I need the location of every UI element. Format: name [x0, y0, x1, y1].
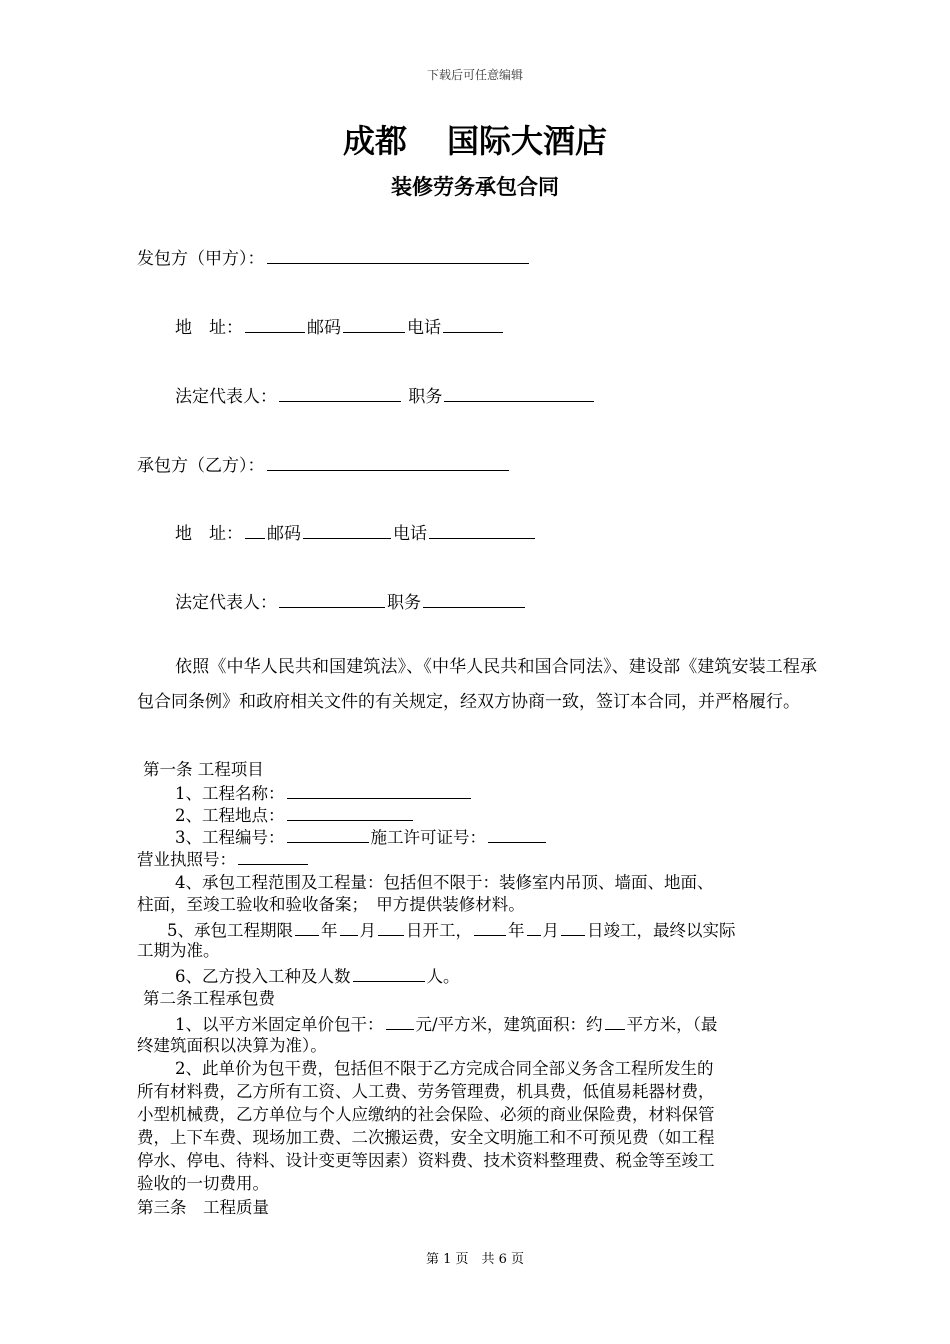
party-a-position-blank[interactable]: [444, 384, 594, 402]
area-blank[interactable]: [605, 1012, 625, 1030]
art1-item6-label: 6、乙方投入工种及人数: [175, 967, 351, 986]
article-2-heading: 第二条工程承包费: [143, 989, 275, 1008]
title-hotel: 国际大酒店: [447, 122, 608, 160]
party-b-postcode-blank[interactable]: [303, 521, 391, 539]
start-year-label: 年: [321, 921, 338, 940]
end-month-blank[interactable]: [527, 918, 541, 936]
party-a-postcode-label: 邮码: [307, 318, 341, 338]
party-b-blank[interactable]: [267, 453, 509, 471]
art1-item5-line1: [167, 918, 736, 942]
end-month-label: 月: [542, 921, 559, 940]
party-b-address-blank[interactable]: [245, 521, 265, 539]
art2-item2-line6: 验收的一切费用。: [137, 1174, 269, 1193]
party-a-address-line: [175, 313, 505, 338]
intro-paragraph: [137, 650, 817, 720]
license-line: [137, 847, 310, 871]
art1-item3-label: 3、工程编号：: [175, 828, 285, 847]
article-3-heading: 第三条 工程质量: [137, 1198, 269, 1217]
project-location-blank[interactable]: [287, 803, 413, 821]
document-subtitle: 装修劳务承包合同: [391, 175, 559, 199]
unit-price-label: 1、以平方米固定单价包干：: [175, 1015, 384, 1034]
party-a-position-label: 职务: [408, 387, 443, 407]
project-number-blank[interactable]: [287, 825, 369, 843]
term-label: 5、承包工程期限: [167, 921, 293, 940]
article-1-heading: 第一条 工程项目: [143, 760, 264, 779]
party-a-phone-label: 电话: [407, 318, 441, 338]
party-b-postcode-label: 邮码: [267, 524, 301, 544]
party-a-label: 发包方（甲方）：: [137, 249, 265, 269]
art2-item2-line2: 所有材料费，乙方所有工资、人工费、劳务管理费，机具费，低值易耗器材费，: [137, 1082, 715, 1101]
start-month-blank[interactable]: [340, 918, 358, 936]
permit-label: 施工许可证号：: [370, 828, 486, 847]
party-b-rep-line: [175, 588, 527, 613]
title-city: 成都: [342, 122, 407, 160]
end-day-label: 日竣工，最终以实际: [587, 921, 736, 940]
art1-item2-label: 2、工程地点：: [175, 806, 285, 825]
party-a-rep-line: [175, 382, 596, 407]
party-a-rep-blank[interactable]: [279, 384, 401, 402]
art1-item2: [175, 803, 415, 827]
start-day-blank[interactable]: [378, 918, 404, 936]
party-a-address-blank[interactable]: [245, 315, 305, 333]
end-year-label: 年: [508, 921, 525, 940]
page-footer: 第 1 页 共 6 页: [425, 1252, 525, 1267]
party-a-phone-blank[interactable]: [443, 315, 503, 333]
start-day-label: 日开工，: [406, 921, 472, 940]
license-blank[interactable]: [238, 847, 308, 865]
party-b-address-line: [175, 519, 537, 544]
party-a-postcode-blank[interactable]: [343, 315, 405, 333]
art1-item6-unit: 人。: [426, 967, 460, 986]
party-b-position-label: 职务: [387, 593, 421, 613]
party-a-blank[interactable]: [267, 246, 529, 264]
party-a-line: [137, 244, 531, 269]
project-name-blank[interactable]: [287, 781, 471, 799]
art1-item5-line2: 工期为准。: [137, 941, 220, 960]
party-b-phone-label: 电话: [393, 524, 427, 544]
art1-item1: [175, 781, 473, 805]
art2-item2-line1: 2、此单价为包干费，包括但不限于乙方完成合同全部义务含工程所发生的: [175, 1059, 714, 1078]
art2-item2-line3: 小型机械费，乙方单位与个人应缴纳的社会保险、必须的商业保险费，材料保管: [137, 1105, 715, 1124]
party-a-rep-label: 法定代表人：: [175, 387, 277, 407]
start-month-label: 月: [359, 921, 376, 940]
art2-item1-line1: [175, 1012, 717, 1036]
art1-item3: [175, 825, 548, 849]
party-b-line: [137, 451, 511, 476]
party-b-phone-blank[interactable]: [429, 521, 535, 539]
start-year-blank[interactable]: [295, 918, 319, 936]
art2-item2-line5: 停水、停电、待料、设计变更等因素）资料费、技术资料整理费、税金等至竣工: [137, 1151, 715, 1170]
party-b-address-label: 地 址：: [175, 524, 243, 544]
party-b-position-blank[interactable]: [423, 590, 525, 608]
unit-price-blank[interactable]: [386, 1012, 414, 1030]
license-label: 营业执照号：: [137, 850, 236, 869]
workers-blank[interactable]: [353, 964, 425, 982]
art2-item1-line2: 终建筑面积以决算为准）。: [137, 1036, 327, 1055]
end-day-blank[interactable]: [561, 918, 585, 936]
art1-item6: [175, 964, 460, 988]
end-year-blank[interactable]: [474, 918, 506, 936]
area-unit: 平方米，（最: [626, 1015, 718, 1034]
party-b-label: 承包方（乙方）：: [137, 456, 265, 476]
art1-item4-line1: 4、承包工程范围及工程量：包括但不限于：装修室内吊顶、墙面、地面、: [175, 873, 714, 892]
art2-item2-line4: 费，上下车费、现场加工费、二次搬运费，安全文明施工和不可预见费（如工程: [137, 1128, 715, 1147]
permit-blank[interactable]: [488, 825, 546, 843]
header-note: 下载后可任意编辑: [426, 68, 523, 82]
party-a-address-label: 地 址：: [175, 318, 243, 338]
art1-item1-label: 1、工程名称：: [175, 784, 285, 803]
art1-item4-line2: 柱面，至竣工验收和验收备案； 甲方提供装修材料。: [137, 895, 525, 914]
document-title: [0, 116, 950, 162]
area-label: 元/平方米，建筑面积：约: [415, 1015, 603, 1034]
intro-text: 依照《中华人民共和国建筑法》、《中华人民共和国合同法》、建设部《建筑安装工程承包合同条例》和政府相关文件的有关规定，经双方协商一致，签订本合同，并严格履行。: [137, 657, 817, 712]
party-b-rep-label: 法定代表人：: [175, 593, 277, 613]
party-b-rep-blank[interactable]: [279, 590, 385, 608]
